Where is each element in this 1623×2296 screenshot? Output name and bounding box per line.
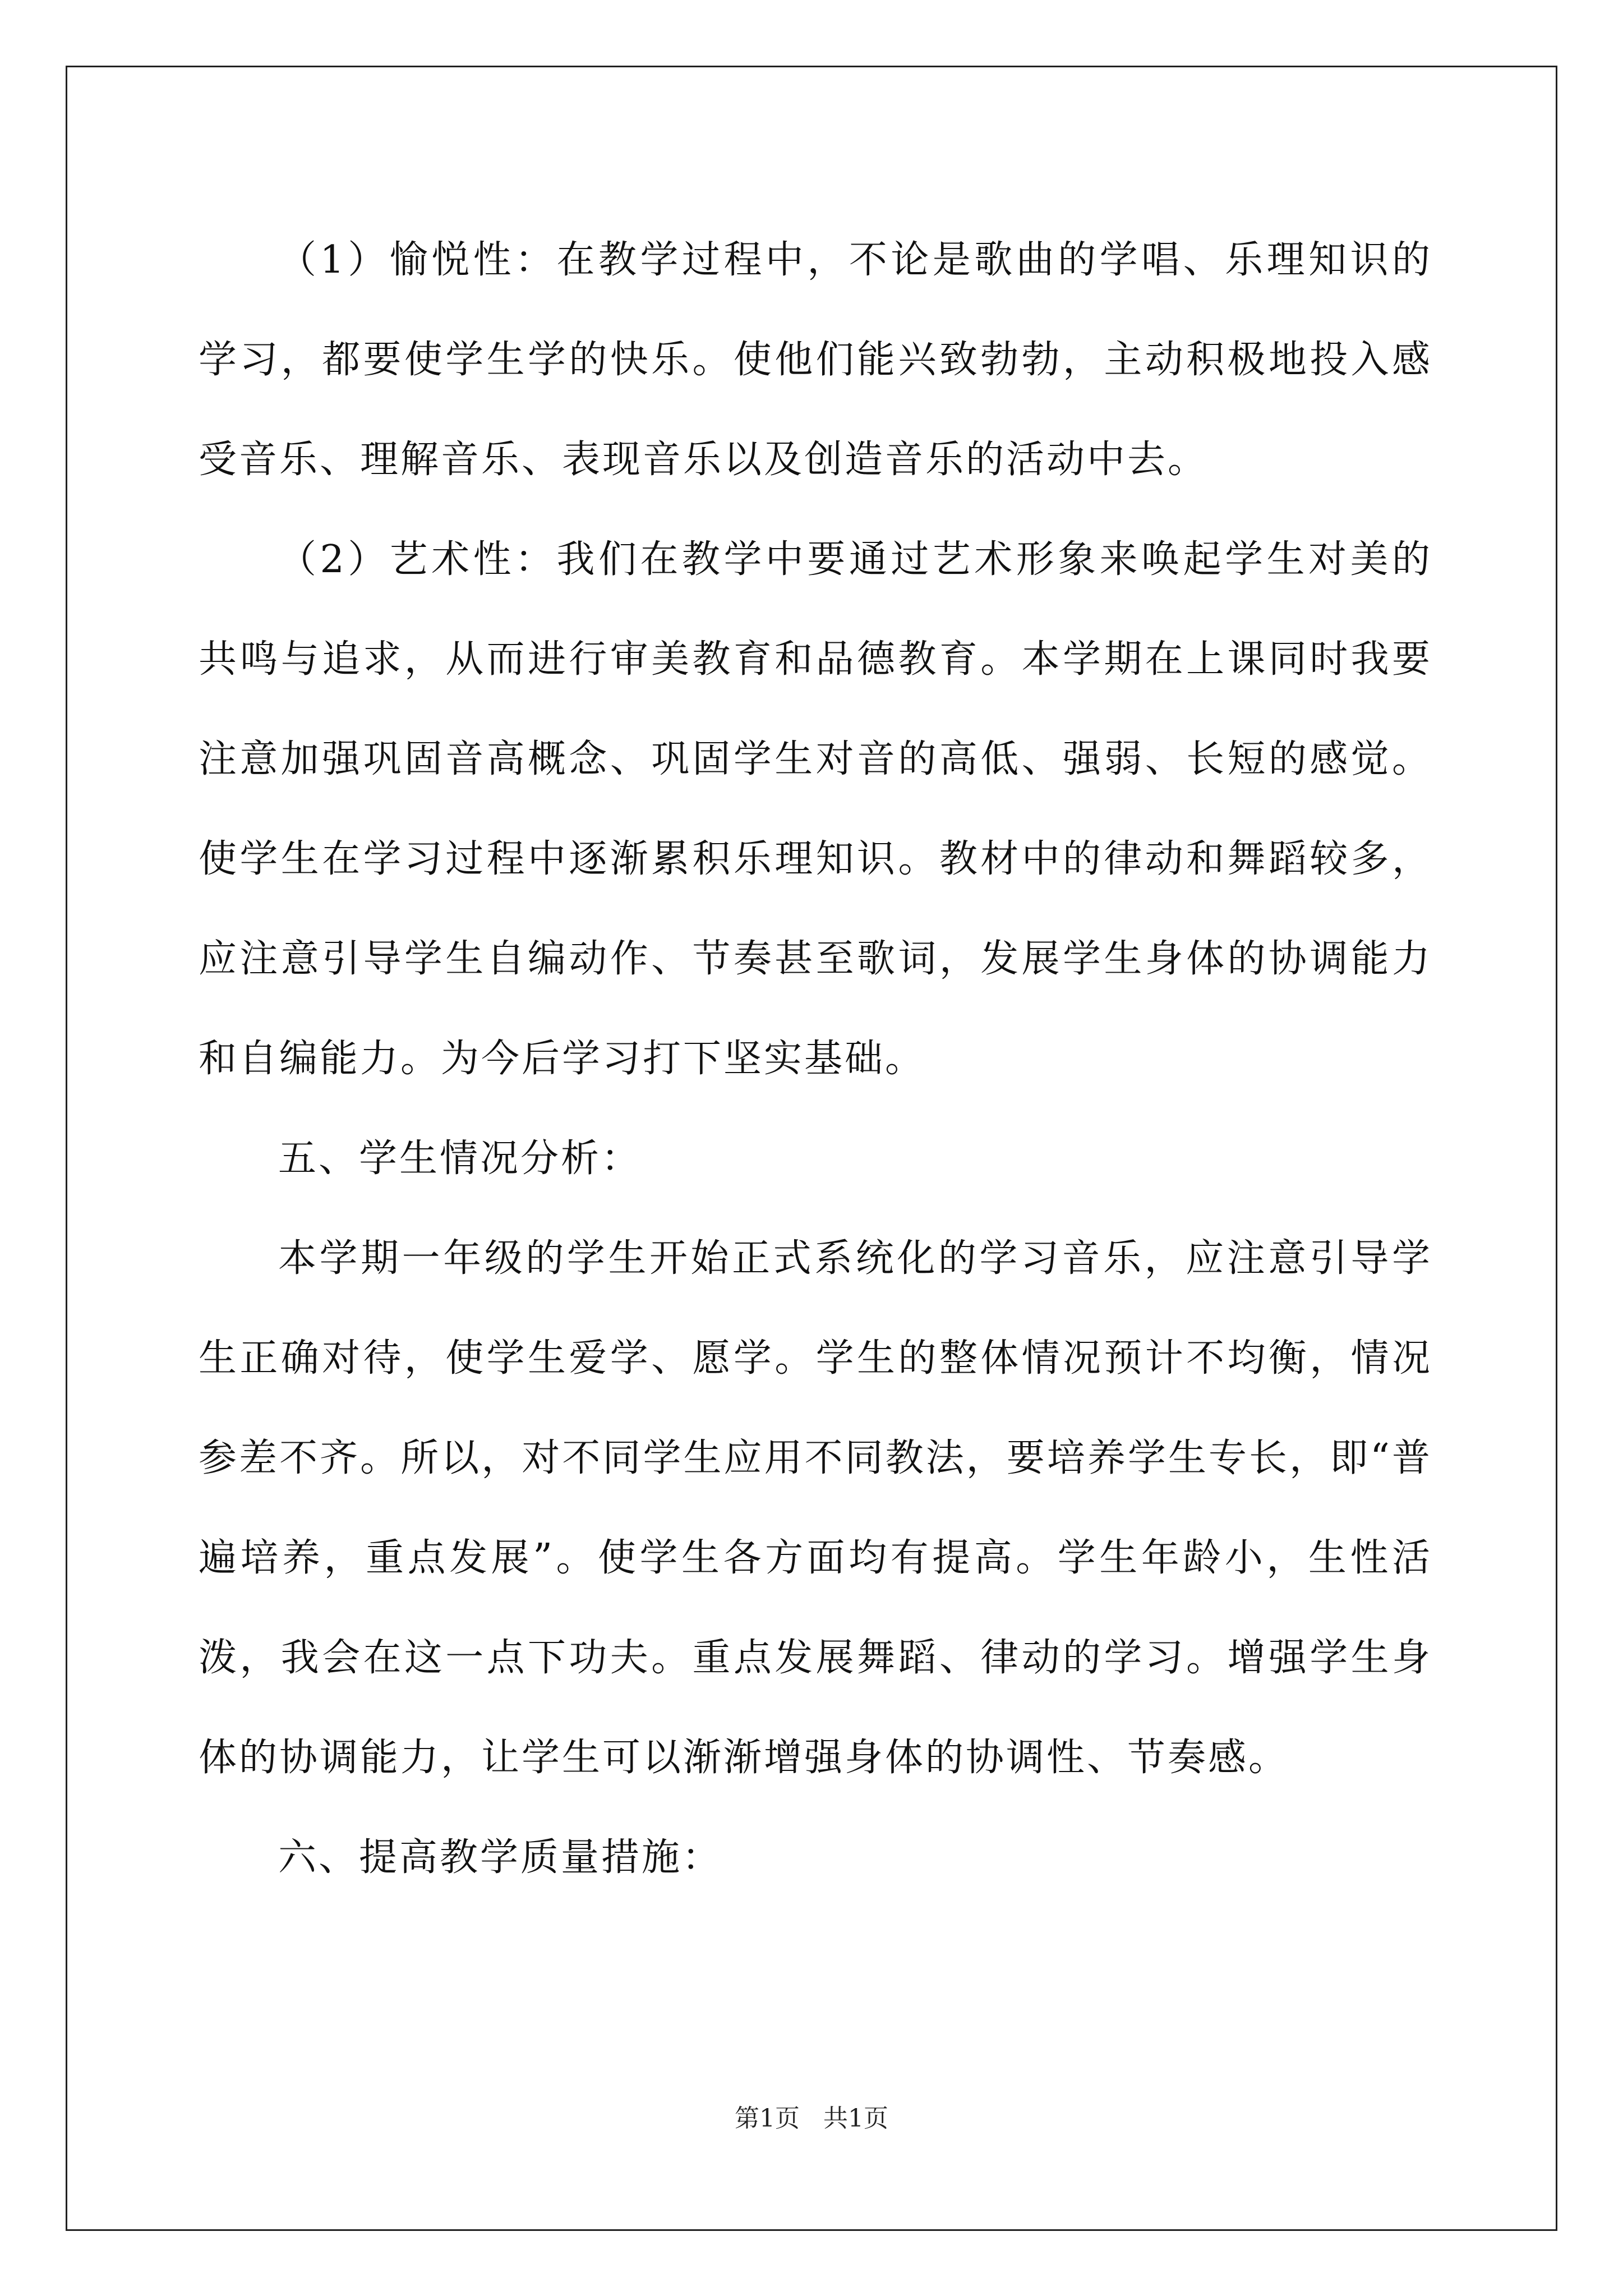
paragraph-artistry: （2）艺术性：我们在教学中要通过艺术形象来唤起学生对美的共鸣与追求，从而进行审美教育和品德教育。本学期在上课同时我要注意加强巩固音高概念、巩固学生对音的高低、强弱、长短的感觉。使学生在学习过程中逐渐累积乐理知识。教材中的律动和舞蹈较多，应注意引导学生自编动作、节奏甚至歌词，发展学生身体的协调能力和自编能力。为今后学习打下坚实基础。	[199, 537, 1432, 1081]
page-total: 共1页	[823, 2104, 888, 2133]
paragraph-joyfulness: （1）愉悦性：在教学过程中，不论是歌曲的学唱、乐理知识的学习，都要使学生学的快乐。使他们能兴致勃勃，主动积极地投入感受音乐、理解音乐、表现音乐以及创造音乐的活动中去。	[199, 238, 1432, 482]
heading-quality-measures: 六、提高教学质量措施：	[278, 1835, 723, 1880]
heading-student-analysis: 五、学生情况分析：	[278, 1137, 642, 1181]
page-number: 第1页	[735, 2104, 800, 2133]
document-body	[199, 210, 1432, 1908]
page-footer	[0, 2098, 1623, 2134]
paragraph-student-analysis: 本学期一年级的学生开始正式系统化的学习音乐，应注意引导学生正确对待，使学生爱学、愿学。学生的整体情况预计不均衡，情况参差不齐。所以，对不同学生应用不同教法，要培养学生专长，即“普遍培养，重点发展”。使学生各方面均有提高。学生年龄小，生性活泼，我会在这一点下功夫。重点发展舞蹈、律动的学习。增强学生身体的协调能力，让学生可以渐渐增强身体的协调性、节奏感。	[199, 1236, 1432, 1780]
